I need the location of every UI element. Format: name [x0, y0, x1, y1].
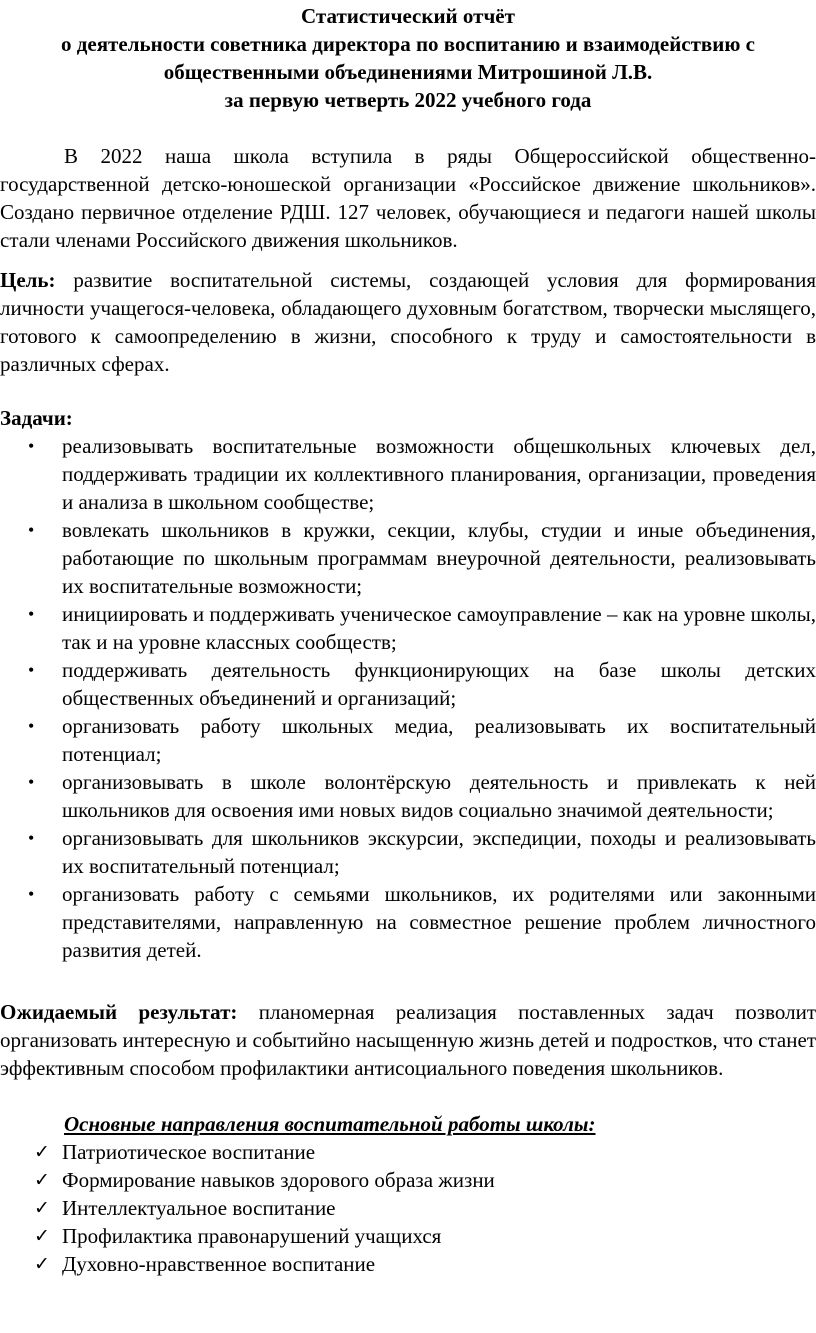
goal-text: развитие воспитательной системы, создающей условия для формирования личности учащегося-человека, обладающего духовным богатством, творчески мыслящего, готового к самоопределению в жизни, способного к труду и самостоятельности в различных сферах. — [0, 268, 816, 376]
task-item: • вовлекать школьников в кружки, секции, клубы, студии и иные объединения, работающие по школьным программам внеурочной деятельности, реализовывать их воспитательные возможности; — [28, 518, 816, 598]
checkmark-icon: ✓ — [34, 1253, 50, 1275]
direction-item: ✓ Профилактика правонарушений учащихся — [34, 1224, 442, 1248]
goal-label: Цель: — [0, 268, 56, 292]
bullet-icon: • — [28, 884, 35, 904]
task-item: • реализовывать воспитательные возможности общешкольных ключевых дел, поддерживать традиции их коллективного планирования, организации, проведения и анализа в школьном сообществе; — [28, 434, 816, 514]
title-line-2: о деятельности советника директора по воспитанию и взаимодействию с — [61, 32, 755, 56]
directions-list — [0, 1138, 816, 1278]
document-page — [0, 2, 816, 1278]
bullet-icon: • — [28, 520, 35, 540]
direction-item: ✓ Интеллектуальное воспитание — [34, 1196, 336, 1220]
bullet-icon: • — [28, 828, 35, 848]
intro-paragraph: В 2022 наша школа вступила в ряды Общероссийской общественно-государственной детско-юношеской организации «Российское движение школьников». Создано первичное отделение РДШ. 127 человек, обучающиеся и педагоги нашей школы стали членами Российского движения школьников. — [0, 144, 816, 252]
direction-item: ✓ Патриотическое воспитание — [34, 1140, 316, 1164]
task-item: • организовать работу школьных медиа, реализовывать их воспитательный потенциал; — [28, 714, 816, 766]
task-item: • организовывать для школьников экскурсии, экспедиции, походы и реализовывать их воспитательный потенциал; — [28, 826, 816, 878]
goal-paragraph — [0, 266, 816, 378]
direction-item: ✓ Формирование навыков здорового образа жизни — [34, 1168, 495, 1192]
title-line-3: общественными объединениями Митрошиной Л.В. — [163, 60, 653, 84]
bullet-icon: • — [28, 772, 35, 792]
title-line-4: за первую четверть 2022 учебного года — [224, 88, 592, 112]
checkmark-icon: ✓ — [34, 1197, 50, 1219]
bullet-icon: • — [28, 436, 35, 456]
task-item: • поддерживать деятельность функционирующих на базе школы детских общественных объединений и организаций; — [28, 658, 816, 710]
result-paragraph — [0, 998, 816, 1082]
direction-item: ✓ Духовно-нравственное воспитание — [34, 1252, 376, 1276]
report-title — [0, 2, 816, 114]
checkmark-icon: ✓ — [34, 1169, 50, 1191]
tasks-label: Задачи: — [0, 406, 73, 430]
directions-heading: Основные направления воспитательной работы школы: — [64, 1112, 596, 1136]
result-text: планомерная реализация поставленных задач позволит организовать интересную и событийно насыщенную жизнь детей и подростков, что станет эффективным способом профилактики антисоциального поведения школьников. — [0, 1000, 816, 1080]
bullet-icon: • — [28, 716, 35, 736]
task-item: • организовывать в школе волонтёрскую деятельность и привлекать к ней школьников для освоения ими новых видов социально значимой деятельности; — [28, 770, 816, 822]
checkmark-icon: ✓ — [34, 1141, 50, 1163]
bullet-icon: • — [28, 604, 35, 624]
title-line-1: Статистический отчёт — [301, 4, 515, 28]
task-item: • организовать работу с семьями школьников, их родителями или законными представителями, направленную на совместное решение проблем личностного развития детей. — [28, 882, 816, 962]
tasks-list — [0, 432, 816, 964]
checkmark-icon: ✓ — [34, 1225, 50, 1247]
task-item: • инициировать и поддерживать ученическое самоуправление – как на уровне школы, так и на уровне классных сообществ; — [28, 602, 816, 654]
result-label: Ожидаемый результат: — [0, 1000, 238, 1024]
bullet-icon: • — [28, 660, 35, 680]
